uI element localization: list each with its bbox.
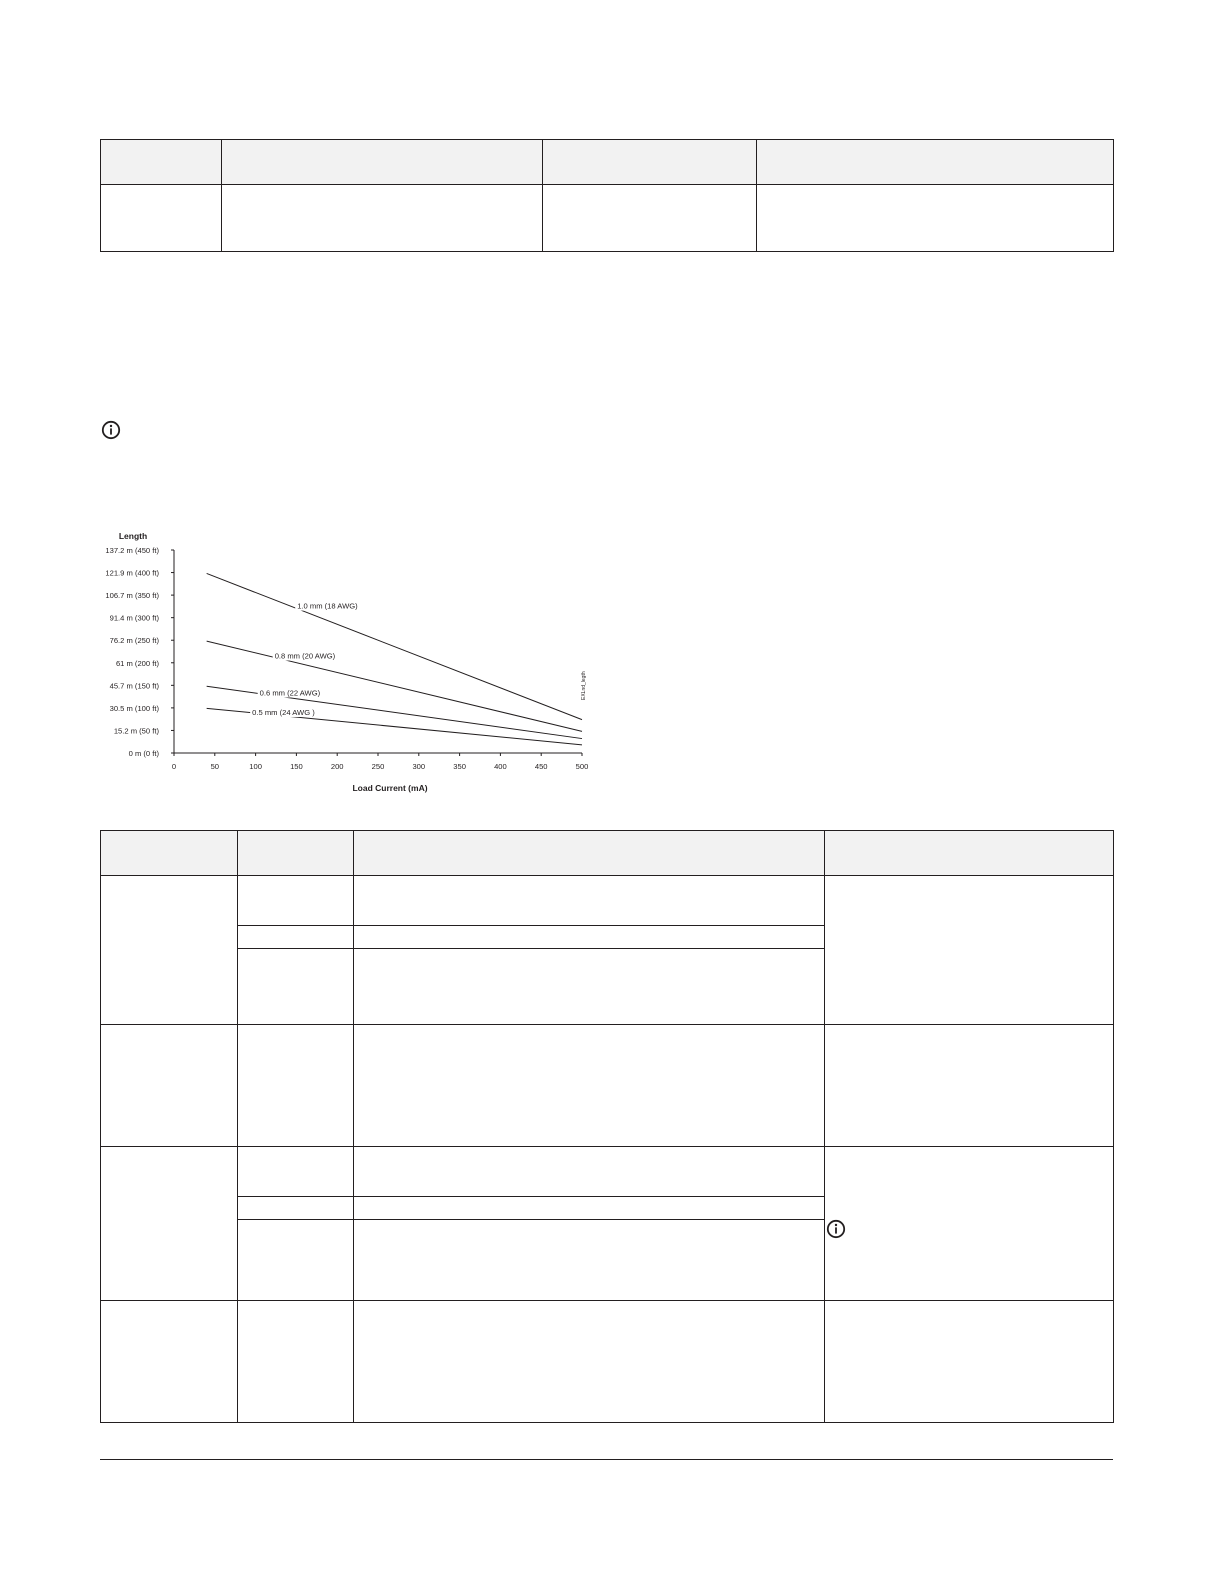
table-row (101, 1147, 1114, 1197)
table-cell (354, 926, 825, 949)
header-cell (825, 831, 1114, 876)
y-axis-label: Length (118, 531, 148, 541)
table-cell (354, 1147, 825, 1197)
series-label: 0.8 mm (20 AWG) (274, 651, 336, 661)
y-tick-label: 61 m (200 ft) (115, 658, 159, 668)
chart-axes (174, 550, 582, 753)
x-tick-label: 250 (371, 762, 385, 771)
table-cell (757, 185, 1114, 252)
table-cell (101, 1147, 238, 1301)
table-cell (354, 1025, 825, 1147)
table-cell (238, 1025, 354, 1147)
y-tick-label: 0 m (0 ft) (128, 749, 159, 758)
table-cell (238, 926, 354, 949)
table-cell (238, 1147, 354, 1197)
table-cell (354, 1301, 825, 1423)
table-row (101, 1301, 1114, 1423)
y-tick-label: 137.2 m (450 ft) (105, 546, 159, 555)
table-header-row (101, 140, 1114, 185)
x-tick-label: 200 (330, 762, 344, 771)
top-table (100, 139, 1114, 252)
x-axis-label: Load Current (mA) (352, 783, 428, 793)
y-tick-label: 106.7 m (350 ft) (105, 591, 159, 601)
y-tick-label: 15.2 m (50 ft) (113, 726, 159, 736)
x-tick-label: 400 (494, 762, 507, 771)
series-label: 1.0 mm (18 AWG) (297, 601, 358, 611)
table-cell (101, 1301, 238, 1423)
table-cell (543, 185, 757, 252)
table-cell (354, 1197, 825, 1220)
x-tick-label: 50 (210, 762, 220, 771)
chart-ticks (105, 546, 588, 771)
bottom-table (100, 830, 1114, 1423)
header-cell (354, 831, 825, 876)
watermark-code: EXLnd_legth (581, 671, 587, 700)
y-tick-label: 91.4 m (300 ft) (109, 613, 159, 623)
table-cell (238, 949, 354, 1025)
table-cell (238, 1301, 354, 1423)
x-tick-label: 150 (290, 762, 303, 771)
header-cell (222, 140, 543, 185)
x-tick-label: 500 (575, 762, 589, 771)
series-line (207, 641, 582, 731)
info-icon (826, 1219, 846, 1239)
table-cell (354, 1220, 825, 1301)
y-tick-label: 121.9 m (400 ft) (105, 568, 159, 578)
y-tick-label: 76.2 m (250 ft) (109, 636, 159, 646)
table-cell (354, 949, 825, 1025)
series-line (207, 573, 582, 719)
table-cell (825, 1147, 1114, 1301)
footer-rule (100, 1459, 1113, 1460)
info-icon (101, 420, 121, 440)
header-cell (757, 140, 1114, 185)
table-row (101, 1025, 1114, 1147)
table-cell (238, 1220, 354, 1301)
table-cell (825, 1025, 1114, 1147)
table-row (101, 185, 1114, 252)
series-label: 0.5 mm (24 AWG ) (252, 707, 315, 717)
x-tick-label: 300 (412, 762, 426, 771)
x-tick-label: 0 (171, 762, 177, 771)
table-cell (825, 876, 1114, 1025)
series-label: 0.6 mm (22 AWG) (259, 688, 321, 698)
table-row (101, 876, 1114, 926)
chart-series (207, 573, 582, 744)
header-cell (101, 831, 238, 876)
table-cell (101, 1025, 238, 1147)
y-tick-label: 45.7 m (150 ft) (109, 681, 159, 691)
table-cell (101, 876, 238, 1025)
table-header-row (101, 831, 1114, 876)
x-tick-label: 100 (249, 762, 262, 771)
y-tick-label: 30.5 m (100 ft) (109, 703, 159, 713)
x-tick-label: 450 (534, 762, 548, 771)
x-tick-label: 350 (453, 762, 466, 771)
table-cell (222, 185, 543, 252)
table-cell (238, 1197, 354, 1220)
table-cell (354, 876, 825, 926)
header-cell (101, 140, 222, 185)
table-cell (238, 876, 354, 926)
header-cell (238, 831, 354, 876)
cable-length-chart (95, 525, 615, 805)
table-cell (825, 1301, 1114, 1423)
table-cell (101, 185, 222, 252)
header-cell (543, 140, 757, 185)
